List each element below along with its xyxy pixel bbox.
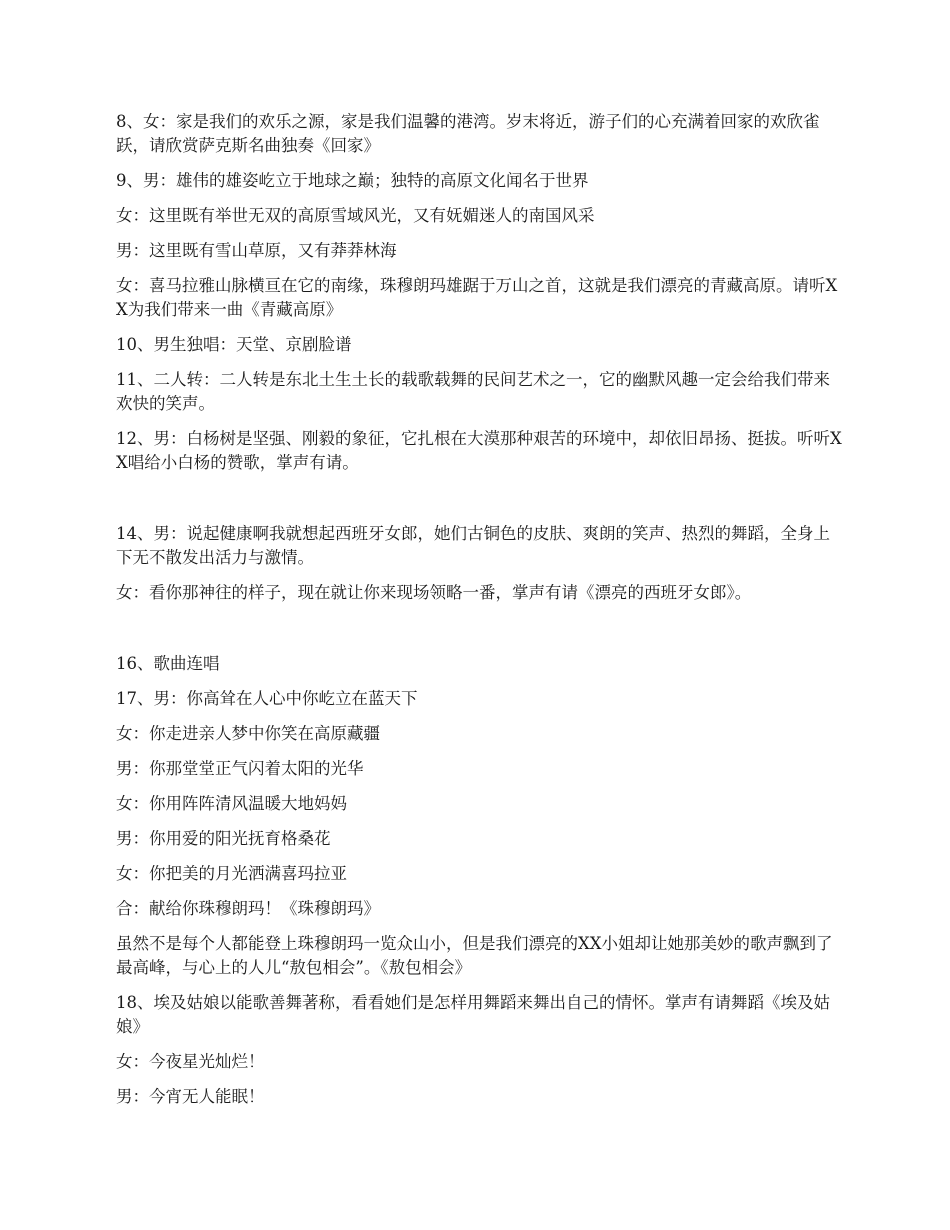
- paragraph-line: 女：这里既有举世无双的高原雪域风光，又有妩媚迷人的南国风采: [116, 206, 595, 225]
- paragraph-item-18: 18、埃及姑娘以能歌善舞著称，看看她们是怎样用舞蹈来舞出自己的情怀。掌声有请舞蹈《埃及姑娘》: [116, 993, 830, 1036]
- paragraph-item-10: 10、男生独唱：天堂、京剧脸谱: [116, 335, 352, 354]
- paragraph-item-11: 11、二人转：二人转是东北土生土长的载歌载舞的民间艺术之一，它的幽默风趣一定会给我们带来欢快的笑声。: [116, 370, 830, 413]
- paragraph-item-16: 16、歌曲连唱: [116, 654, 220, 673]
- paragraph-gap: [116, 616, 846, 652]
- paragraph-item-12: 12、男：白杨树是坚强、刚毅的象征，它扎根在大漠那种艰苦的环境中，却依旧昂扬、挺拔。听听XX唱给小白杨的赞歌，掌声有请。: [116, 429, 842, 472]
- paragraph-item-14: 14、男：说起健康啊我就想起西班牙女郎，她们古铜色的皮肤、爽朗的笑声、热烈的舞蹈，全身上下无不散发出活力与激情。: [116, 524, 830, 567]
- paragraph-item-9: 9、男：雄伟的雄姿屹立于地球之巅；独特的高原文化闻名于世界: [116, 171, 589, 190]
- paragraph-gap: [116, 486, 846, 522]
- paragraph-line: 男：今宵无人能眠！: [116, 1087, 265, 1106]
- paragraph-item-17: 17、男：你高耸在人心中你屹立在蓝天下: [116, 689, 418, 708]
- document-body: [116, 110, 846, 1120]
- paragraph-line: 女：你把美的月光洒满喜玛拉亚: [116, 864, 347, 883]
- paragraph-line: 虽然不是每个人都能登上珠穆朗玛一览众山小，但是我们漂亮的XX小姐却让她那美妙的歌声飘到了最高峰，与心上的人儿“敖包相会”。《敖包相会》: [116, 934, 833, 977]
- paragraph-line: 男：这里既有雪山草原，又有莽莽林海: [116, 241, 397, 260]
- paragraph-line: 女：喜马拉雅山脉横亘在它的南缘，珠穆朗玛雄踞于万山之首，这就是我们漂亮的青藏高原。请听XX为我们带来一曲《青藏高原》: [116, 276, 838, 319]
- paragraph-line: 女：今夜星光灿烂！: [116, 1052, 265, 1071]
- paragraph-line: 合：献给你珠穆朗玛！《珠穆朗玛》: [116, 899, 380, 918]
- paragraph-line: 男：你那堂堂正气闪着太阳的光华: [116, 759, 364, 778]
- paragraph-line: 女：看你那神往的样子，现在就让你来现场领略一番，掌声有请《漂亮的西班牙女郎》。: [116, 583, 752, 602]
- paragraph-line: 女：你用阵阵清风温暖大地妈妈: [116, 794, 347, 813]
- paragraph-item-8: 8、女：家是我们的欢乐之源，家是我们温馨的港湾。岁末将近，游子们的心充满着回家的欢欣雀跃，请欣赏萨克斯名曲独奏《回家》: [116, 112, 820, 155]
- paragraph-line: 男：你用爱的阳光抚育格桑花: [116, 829, 331, 848]
- paragraph-line: 女：你走进亲人梦中你笑在高原藏疆: [116, 724, 380, 743]
